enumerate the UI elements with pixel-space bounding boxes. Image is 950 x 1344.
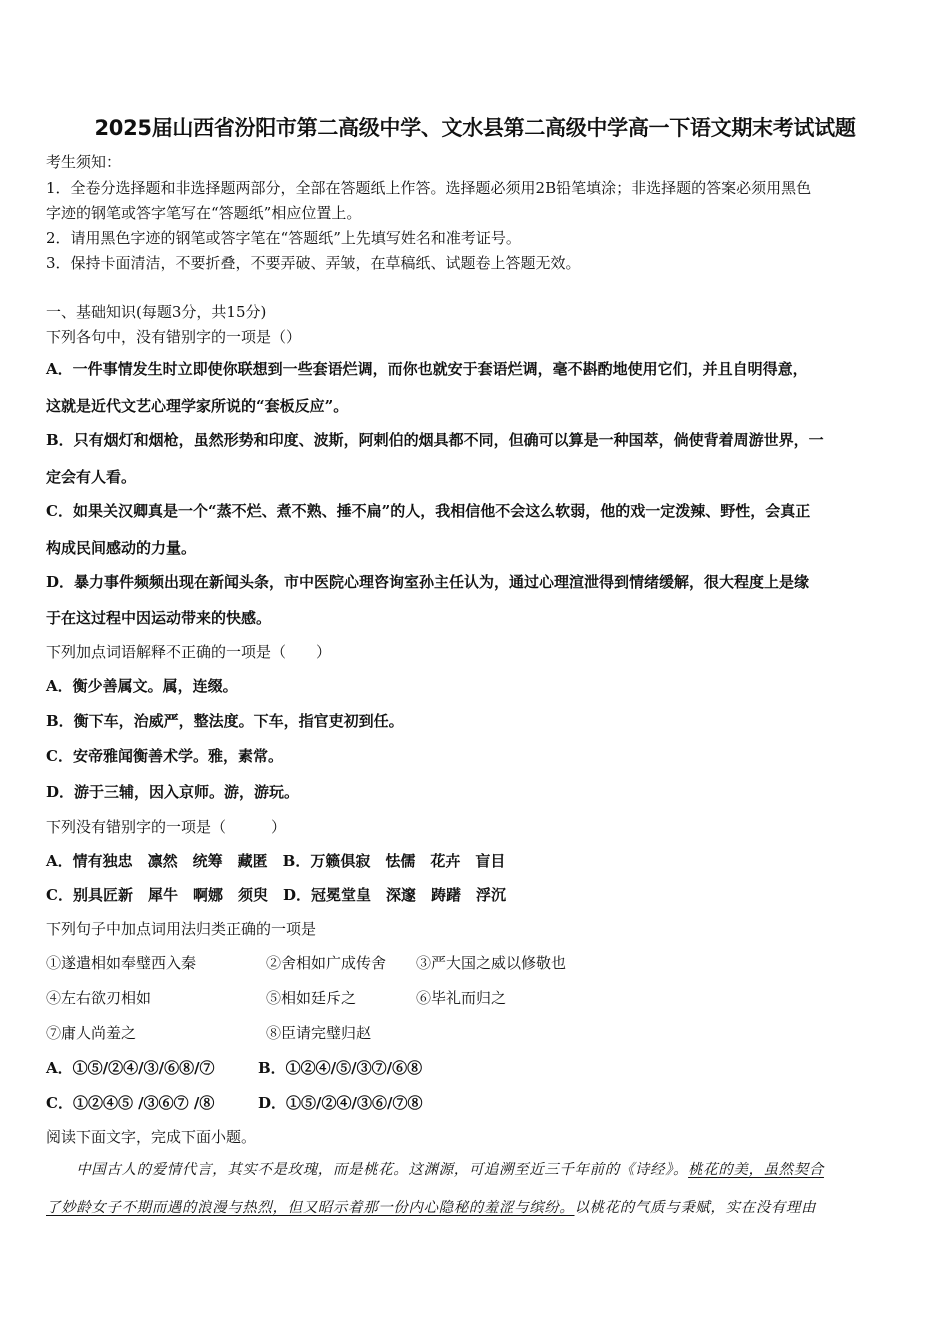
q1-option-a-line2: 这就是近代文艺心理学家所说的“套板反应”。 xyxy=(46,397,349,415)
notice-item-1b: 字迹的钢笔或答字笔写在“答题纸”相应位置上。 xyxy=(46,204,362,222)
q1-option-c-line1: C．如果关汉卿真是一个“蒸不烂、煮不熟、捶不扁”的人，我相信他不会这么软弱，他的戏一定泼辣、野性，会真正 xyxy=(46,502,811,520)
q3-stem: 下列没有错别字的一项是（ ） xyxy=(46,818,287,836)
q4-item-5: ⑤相如廷斥之 xyxy=(266,989,357,1007)
q4-item-4: ④左右欲刃相如 xyxy=(46,989,152,1007)
q3-options-row-2: C．别具匠新 犀牛 啊娜 须臾 D．冠冕堂皇 深邃 踌躇 浮沉 xyxy=(46,886,506,904)
q4-stem: 下列句子中加点词用法归类正确的一项是 xyxy=(46,920,317,938)
section-1-heading: 一、基础知识(每题3分，共15分) xyxy=(46,303,267,321)
q4-option-d: D．①⑤/②④/③⑥/⑦⑧ xyxy=(258,1094,423,1112)
reading-paragraph-line-2 xyxy=(46,1198,816,1218)
q1-option-d-line1: D．暴力事件频频出现在新闻头条，市中医院心理咨询室孙主任认为，通过心理渲泄得到情绪缓解，很大程度上是缘 xyxy=(46,573,810,591)
q1-option-b-line2: 定会有人看。 xyxy=(46,468,137,486)
q4-item-2: ②舍相如广成传舍 xyxy=(266,954,387,972)
q4-option-c: C．①②④⑤ /③⑥⑦ /⑧ xyxy=(46,1094,215,1112)
q1-stem: 下列各句中，没有错别字的一项是（） xyxy=(46,328,302,346)
notice-item-3: 3．保持卡面清洁，不要折叠，不要弄破、弄皱，在草稿纸、试题卷上答题无效。 xyxy=(46,254,581,272)
q4-item-6: ⑥毕礼而归之 xyxy=(416,989,507,1007)
q2-option-d: D．游于三辅，因入京师。游，游玩。 xyxy=(46,783,300,801)
reading-underlined-sentence-part-1: 桃花的美，虽然契合 xyxy=(688,1162,824,1178)
reading-intro: 阅读下面文字，完成下面小题。 xyxy=(46,1128,257,1146)
reading-text-plain: 中国古人的爱情代言，其实不是玫瑰，而是桃花。这渊源，可追溯至近三千年前的《诗经》。 xyxy=(46,1162,689,1178)
q2-option-c: C．安帝雅闻衡善术学。雅，素常。 xyxy=(46,747,283,765)
reading-text-continued: 以桃花的气质与秉赋，实在没有理由 xyxy=(574,1200,817,1216)
q2-stem: 下列加点词语解释不正确的一项是（ ） xyxy=(46,643,332,661)
q1-option-c-line2: 构成民间感动的力量。 xyxy=(46,539,197,557)
notice-item-2: 2．请用黑色字迹的钢笔或答字笔在“答题纸”上先填写姓名和准考证号。 xyxy=(46,229,521,247)
q1-option-d-line2: 于在这过程中因运动带来的快感。 xyxy=(46,609,272,627)
q4-item-3: ③严大国之威以修敬也 xyxy=(416,954,567,972)
q2-option-b: B．衡下车，治威严，整法度。下车，指官吏初到任。 xyxy=(46,712,404,730)
q1-option-b-line1: B．只有烟灯和烟枪，虽然形势和印度、波斯，阿剌伯的烟具都不同，但确可以算是一种国萃，倘使背着周游世界，一 xyxy=(46,431,824,449)
reading-underlined-sentence-part-2: 了妙龄女子不期而遇的浪漫与热烈，但又昭示着那一份内心隐秘的羞涩与缤纷。 xyxy=(46,1200,575,1216)
q1-option-a-line1: A．一件事情发生时立即使你联想到一些套语烂调，而你也就安于套语烂调，毫不斟酌地使用它们，并且自明得意， xyxy=(46,360,808,378)
q4-item-8: ⑧臣请完璧归赵 xyxy=(266,1024,372,1042)
q2-option-a: A．衡少善属文。属，连缀。 xyxy=(46,677,238,695)
notice-heading: 考生须知： xyxy=(46,153,122,171)
q4-option-a: A．①⑤/②④/③/⑥⑧/⑦ xyxy=(46,1059,215,1077)
q4-option-b: B．①②④/⑤/③⑦/⑥⑧ xyxy=(258,1059,423,1077)
q3-options-row-1: A．情有独忠 凛然 统筹 藏匿 B．万籁俱寂 怯儒 花卉 盲目 xyxy=(46,852,506,870)
q4-item-7: ⑦庸人尚羞之 xyxy=(46,1024,137,1042)
q4-item-1: ①遂遣相如奉璧西入秦 xyxy=(46,954,197,972)
page-title: 2025届山西省汾阳市第二高级中学、文水县第二高级中学高一下语文期末考试试题 xyxy=(94,116,856,140)
notice-item-1a: 1．全卷分选择题和非选择题两部分，全部在答题纸上作答。选择题必须用2B铅笔填涂；非选择题的答案必须用黑色 xyxy=(46,179,812,197)
reading-paragraph-line-1 xyxy=(46,1160,824,1180)
